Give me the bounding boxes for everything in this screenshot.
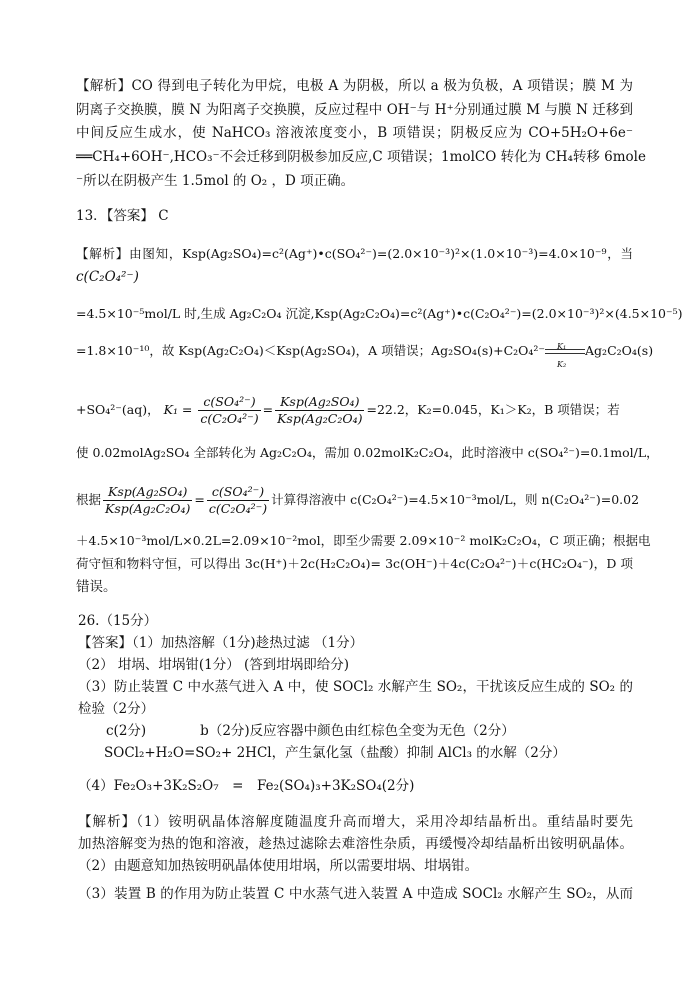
text-line: 检验（2分） [78,701,155,717]
text-line: ⁻所以在阴极产生 1.5mol 的 O₂ ，D 项正确。 [76,173,355,189]
text-line: =4.5×10⁻⁵mol/L 时,生成 Ag₂C₂O₄ 沉淀,Ksp(Ag₂C₂O₄)=c²(Ag⁺)•c(C₂O₄²⁻)=(2.0×10⁻³)²×(4.5×10⁻⁵) [76,306,683,321]
arrow-k-bottom: K₂ [557,359,567,369]
text-line: 阴离子交换膜，膜 N 为阳离子交换膜，反应过程中 OH⁻与 H⁺分别通过膜 M 与膜 N 迁移到 [76,102,633,118]
fraction [103,484,192,517]
denominator: c(C₂O₄²⁻) [208,501,268,516]
numerator: c(SO₄²⁻) [207,484,269,501]
text-segment: 计算得溶液中 c(C₂O₄²⁻)=4.5×10⁻³mol/L，则 n(C₂O₄²⁻)=0.02 [271,492,640,507]
text-line: SOCl₂+H₂O=SO₂+ 2HCl，产生氯化氢（盐酸）抑制 AlCl₃ 的水解（2分） [104,745,566,761]
fraction [275,394,364,427]
text-line: 错误。 [76,579,117,595]
text-segment: +SO₄²⁻(aq)， [76,402,160,417]
text-segment: Ag₂C₂O₄(s) [585,343,654,358]
numerator: c(SO₄²⁻) [198,394,260,411]
text-line: 加热溶解变为热的饱和溶液，趁热过滤除去难溶性杂质，再缓慢冷却结晶析出铵明矾晶体。 [78,836,633,852]
text-line: 使 0.02molAg₂SO₄ 全部转化为 Ag₂C₂O₄，需加 0.02molK₂C₂O₄，此时溶液中 c(SO₄²⁻)=0.1mol/L， [76,445,659,460]
ratio-equation-line [76,484,640,517]
arrow-k-top: K₁ [557,341,567,351]
denominator: Ksp(Ag₂C₂O₄) [277,411,363,426]
text-line: （4）Fe₂O₃+3K₂S₂O₇ = Fe₂(SO₄)₃+3K₂SO₄(2分) [78,778,415,794]
text-line: c(C₂O₄²⁻) [76,269,139,285]
k1-equation-line [76,394,633,427]
text-line: 【解析】由图知，Ksp(Ag₂SO₄)=c²(Ag⁺)•c(SO₄²⁻)=(2.0×10⁻³)²×(1.0×10⁻³)=4.0×10⁻⁹，当 [76,246,633,261]
text-segment: =22.2，K₂=0.045，K₁＞K₂，B 项错误；若 [366,402,620,417]
text-line: （3）装置 B 的作用为防止装置 C 中水蒸气进入装置 A 中造成 SOCl₂ 水解产生 SO₂，从而 [78,886,633,902]
text-line: ══CH₄+6OH⁻,HCO₃⁻不会迁移到阴极参加反应,C 项错误；1molCO 转化为 CH₄转移 6mole [76,149,646,165]
text-line: 【解析】CO 得到电子转化为甲烷，电极 A 为阴极，所以 a 极为负极，A 项错误；膜 M 为 [76,78,633,94]
text-segment: 根据 [76,492,102,507]
equals-sign: = [194,492,205,507]
k1-label: K₁ = [163,402,193,417]
text-line: 中间反应生成水，使 NaHCO₃ 溶液浓度变小，B 项错误；阴极反应为 CO+5H₂O+6e⁻ [76,125,633,141]
equilibrium-arrow [545,341,585,369]
fraction [207,484,269,517]
numerator: Ksp(Ag₂SO₄) [275,394,364,411]
question-26-heading: 26.（15分） [78,613,158,629]
denominator: c(C₂O₄²⁻) [200,411,259,426]
text-line: c(2分) b（2分)反应容器中颜色由红棕色全变为无色（2分） [106,723,515,739]
text-line: 荷守恒和物料守恒，可以得出 3c(H⁺)＋2c(H₂C₂O₄)= 3c(OH⁻)＋4c(C₂O₄²⁻)＋c(HC₂O₄⁻)，D 项 [76,556,633,571]
text-line: （2） 坩埚、坩埚钳(1分） (答到坩埚即给分) [78,657,350,673]
text-line: （2）由题意知加热铵明矾晶体使用坩埚，所以需要坩埚、坩埚钳。 [78,858,479,874]
fraction [198,394,260,427]
text-line: 【答案】（1）加热溶解（1分)趁热过滤 （1分） [78,635,364,651]
text-line [76,340,654,369]
text-line: ＋4.5×10⁻³mol/L×0.2L=2.09×10⁻²mol，即至少需要 2.09×10⁻² molK₂C₂O₄，C 项正确；根据电 [76,533,651,548]
numerator: Ksp(Ag₂SO₄) [103,484,192,501]
text-line: （3）防止装置 C 中水蒸气进入 A 中，使 SOCl₂ 水解产生 SO₂，干扰该反应生成的 SO₂ 的 [78,679,633,695]
text-segment: =1.8×10⁻¹⁰，故 Ksp(Ag₂C₂O₄)＜Ksp(Ag₂SO₄)，A 项错误；Ag₂SO₄(s)+C₂O₄²⁻ [76,343,546,358]
answer-13-heading: 13．【答案】 C [76,208,169,224]
denominator: Ksp(Ag₂C₂O₄) [105,501,191,516]
equals-sign: = [262,402,274,417]
text-line: 【解析】（1）铵明矾晶体溶解度随温度升高而增大，采用冷却结晶析出。重结晶时要先 [78,814,633,830]
